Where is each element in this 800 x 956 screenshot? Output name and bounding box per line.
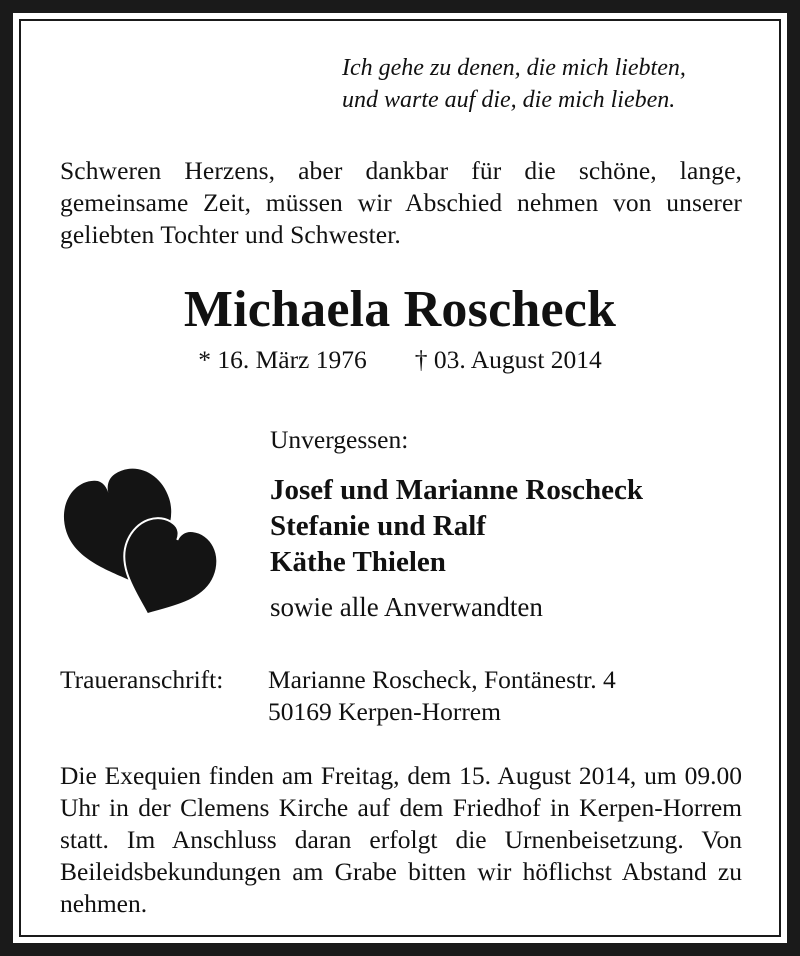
relatives-line: sowie alle Anverwandten [270,592,543,622]
mourning-address [60,664,616,728]
deceased-name: Michaela Roscheck [183,281,617,338]
intro-text: Schweren Herzens, aber dankbar für die schöne, lange, gemeinsame Zeit, müssen wir Abschied nehmen von unserer geliebten Tochter und Schwester. [60,156,742,249]
death-date: † 03. August 2014 [414,345,602,374]
address-label: Traueranschrift: [60,665,224,694]
mourner-name: Josef und Marianne Roscheck [270,474,643,506]
two-hearts-icon [52,428,232,618]
mourners-list [270,472,643,580]
life-dates [0,344,800,376]
motto-line-2: und warte auf die, die mich lieben. [342,87,676,113]
birth-date: * 16. März 1976 [198,345,367,374]
mourner-name: Käthe Thielen [270,546,446,578]
funeral-notice: Die Exequien finden am Freitag, dem 15. August 2014, um 09.00 Uhr in der Clemens Kirche auf dem Friedhof in Kerpen-Horrem statt. Im Anschluss daran erfolgt die Urnenbeisetzung. Von Beileidsbekundungen am Grabe bitten wir höflichst Abstand zu nehmen. [60,761,742,918]
mourners-heading: Unvergessen: [270,425,409,454]
motto-quote [342,52,742,116]
address-line-2: 50169 Kerpen-Horrem [268,697,501,726]
motto-line-1: Ich gehe zu denen, die mich liebten, [342,55,686,81]
mourner-name: Stefanie und Ralf [270,510,486,542]
address-line-1: Marianne Roscheck, Fontänestr. 4 [268,665,616,694]
